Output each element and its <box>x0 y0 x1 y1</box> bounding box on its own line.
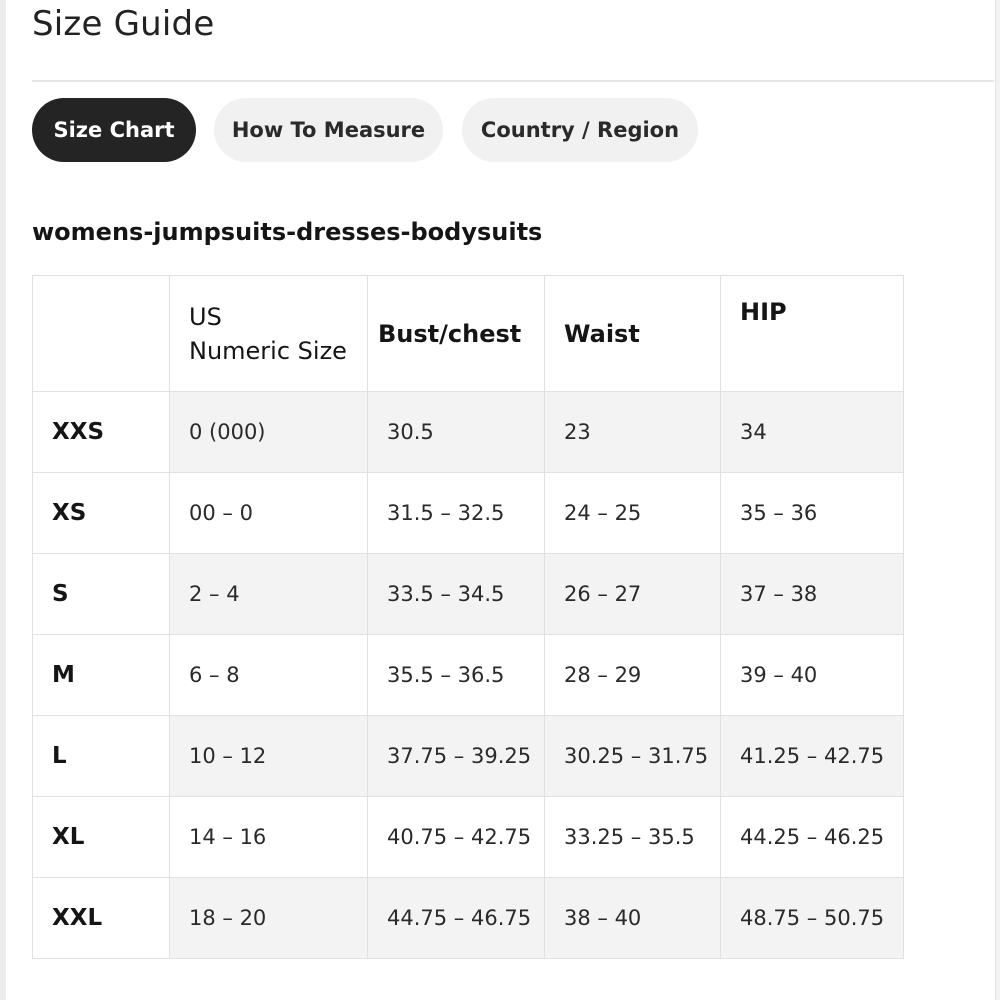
waist-cell: 26 – 27 <box>545 554 721 635</box>
size-label: S <box>33 554 170 635</box>
bust-cell: 33.5 – 34.5 <box>368 554 545 635</box>
waist-cell: 23 <box>545 392 721 473</box>
us-size-cell: 18 – 20 <box>170 878 368 959</box>
tab-how-to-measure[interactable]: How To Measure <box>214 98 443 162</box>
header-bust-chest: Bust/chest <box>368 276 545 392</box>
us-size-cell: 2 – 4 <box>170 554 368 635</box>
header-us-line2: Numeric Size <box>189 336 347 365</box>
bust-cell: 37.75 – 39.25 <box>368 716 545 797</box>
category-heading: womens-jumpsuits-dresses-bodysuits <box>32 218 543 246</box>
table-row <box>33 878 904 959</box>
hip-cell: 34 <box>721 392 904 473</box>
waist-cell: 24 – 25 <box>545 473 721 554</box>
table-row <box>33 473 904 554</box>
size-label: XXS <box>33 392 170 473</box>
us-size-cell: 0 (000) <box>170 392 368 473</box>
waist-cell: 28 – 29 <box>545 635 721 716</box>
bust-cell: 30.5 <box>368 392 545 473</box>
hip-cell: 44.25 – 46.25 <box>721 797 904 878</box>
us-size-cell: 10 – 12 <box>170 716 368 797</box>
hip-cell: 35 – 36 <box>721 473 904 554</box>
panel-left-edge <box>0 0 6 1000</box>
bust-cell: 31.5 – 32.5 <box>368 473 545 554</box>
page-title: Size Guide <box>32 4 215 44</box>
scrollbar[interactable] <box>995 0 1000 1000</box>
size-label: XS <box>33 473 170 554</box>
header-us-numeric-size <box>170 276 368 392</box>
hip-cell: 37 – 38 <box>721 554 904 635</box>
table-row <box>33 716 904 797</box>
size-label: XXL <box>33 878 170 959</box>
header-hip: HIP <box>721 276 904 392</box>
title-divider <box>32 80 994 82</box>
waist-cell: 38 – 40 <box>545 878 721 959</box>
bust-cell: 35.5 – 36.5 <box>368 635 545 716</box>
bust-cell: 44.75 – 46.75 <box>368 878 545 959</box>
tab-size-chart[interactable]: Size Chart <box>32 98 196 162</box>
table-row <box>33 635 904 716</box>
waist-cell: 33.25 – 35.5 <box>545 797 721 878</box>
header-waist: Waist <box>545 276 721 392</box>
size-label: L <box>33 716 170 797</box>
table-header-row <box>33 276 904 392</box>
table-row <box>33 392 904 473</box>
header-us-line1: US <box>189 302 222 331</box>
table-row <box>33 797 904 878</box>
us-size-cell: 14 – 16 <box>170 797 368 878</box>
header-size-blank <box>33 276 170 392</box>
size-label: XL <box>33 797 170 878</box>
size-chart-table <box>32 275 904 959</box>
waist-cell: 30.25 – 31.75 <box>545 716 721 797</box>
hip-cell: 48.75 – 50.75 <box>721 878 904 959</box>
bust-cell: 40.75 – 42.75 <box>368 797 545 878</box>
hip-cell: 41.25 – 42.75 <box>721 716 904 797</box>
size-label: M <box>33 635 170 716</box>
table-row <box>33 554 904 635</box>
us-size-cell: 6 – 8 <box>170 635 368 716</box>
us-size-cell: 00 – 0 <box>170 473 368 554</box>
tab-country-region[interactable]: Country / Region <box>462 98 698 162</box>
hip-cell: 39 – 40 <box>721 635 904 716</box>
